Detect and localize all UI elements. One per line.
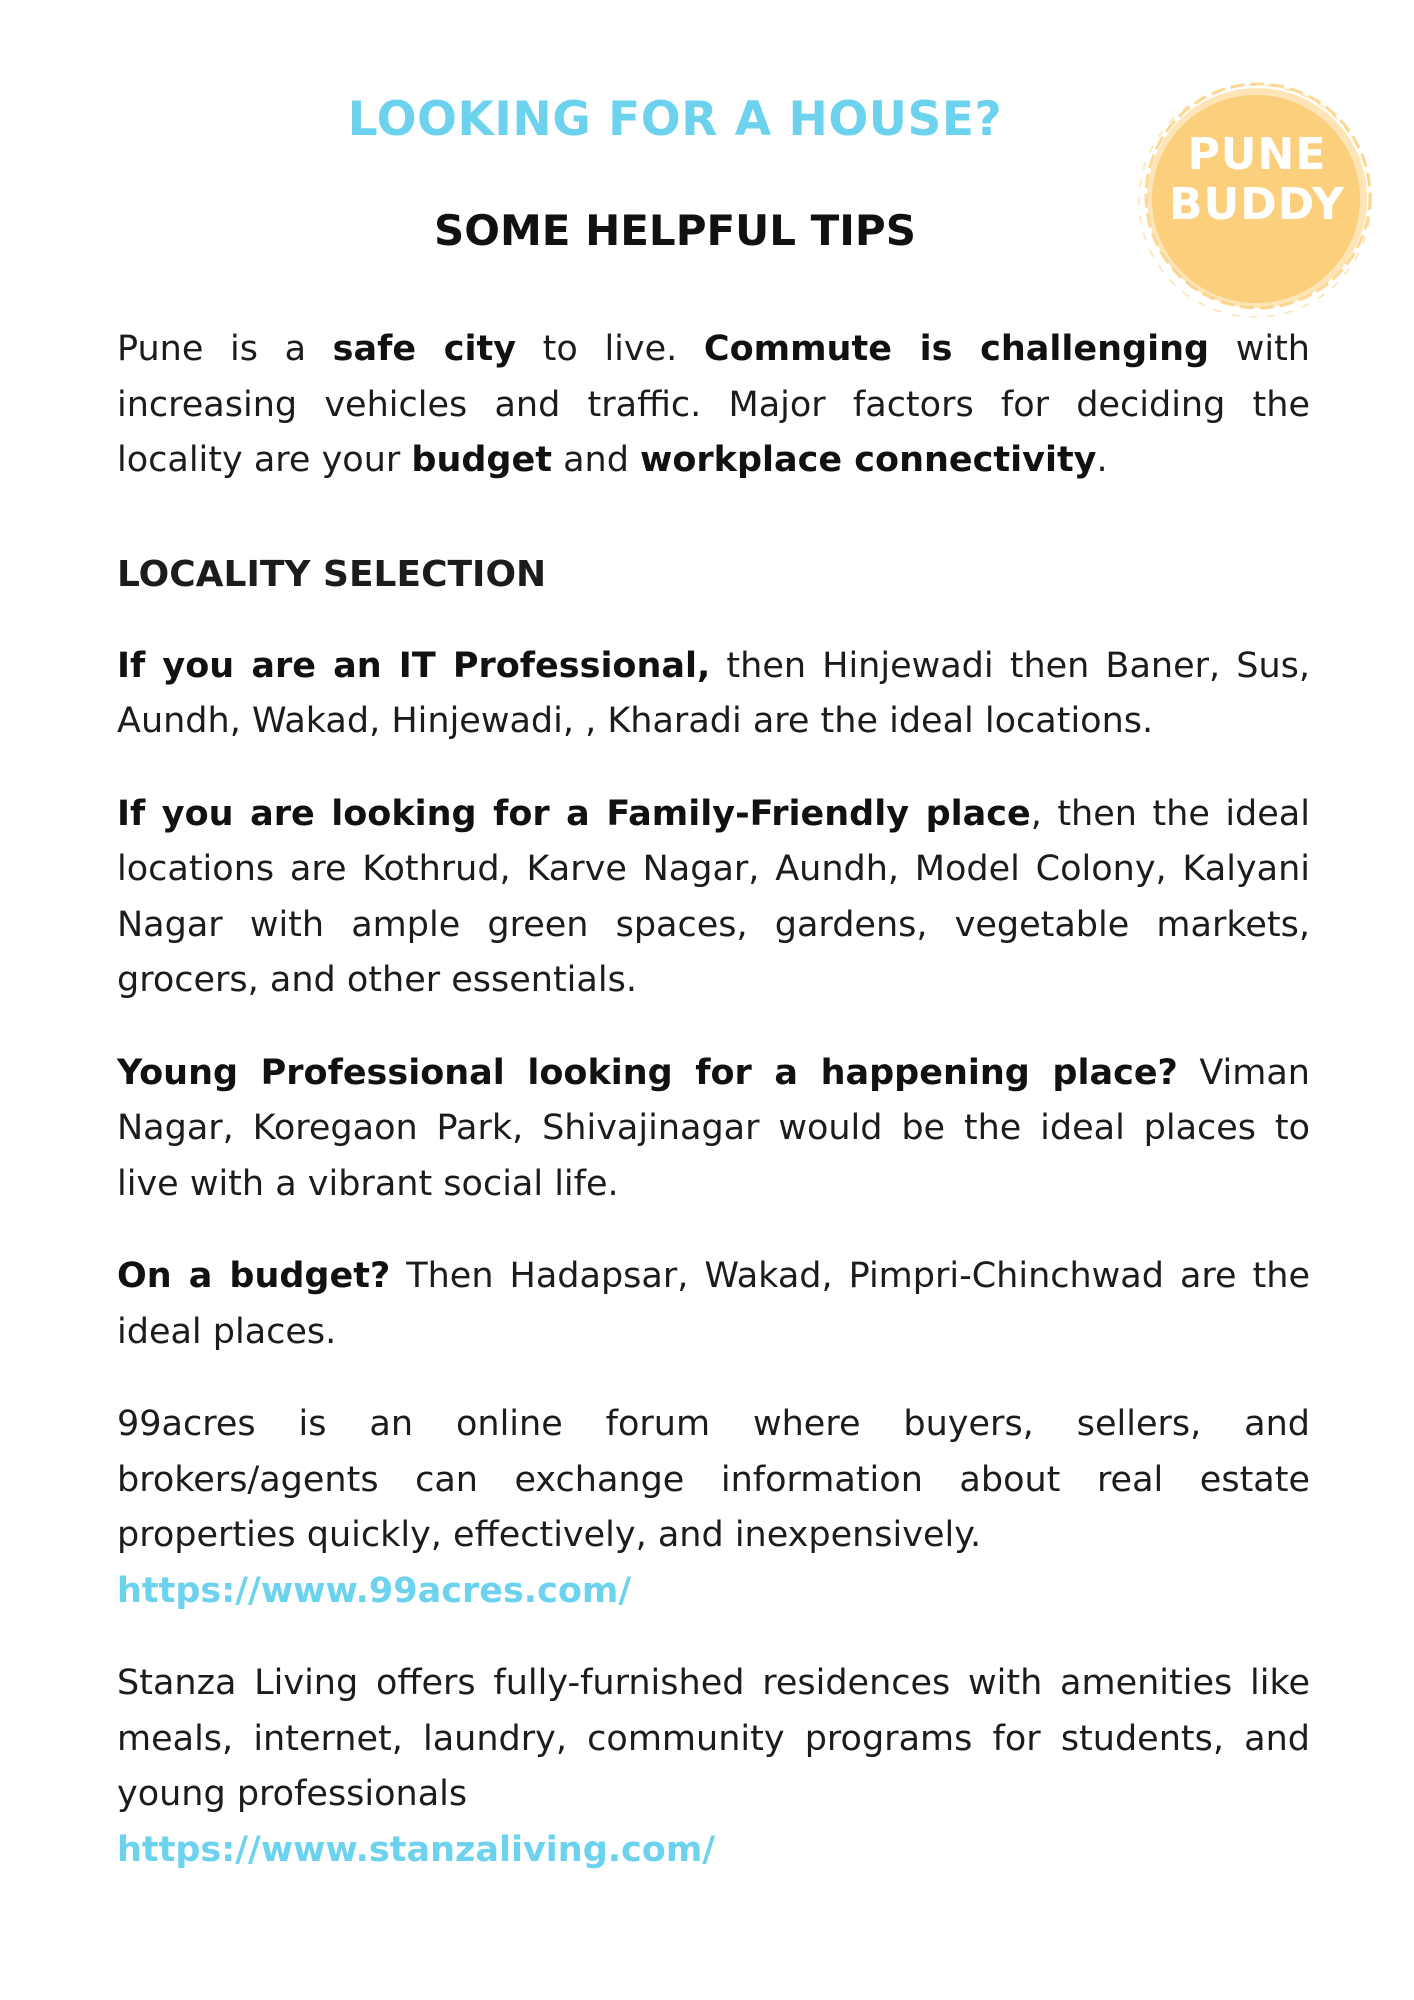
logo-line-buddy: BUDDY bbox=[1169, 179, 1345, 230]
tip-budget bbox=[117, 1249, 1310, 1360]
section-heading-locality: LOCALITY SELECTION bbox=[117, 553, 547, 595]
tip-it-text: then Hinjewadi then Baner, Sus, Aundh, Wakad, Hinjewadi, , Kharadi are the ideal locations. bbox=[117, 645, 1310, 741]
resource-99acres-text: 99acres is an online forum where buyers, sellers, and brokers/agents can exchange information about real estate properties quickly, effectively, and inexpensively. bbox=[117, 1404, 1310, 1555]
resource-99acres bbox=[117, 1397, 1310, 1619]
tip-young-text: Viman Nagar, Koregaon Park, Shivajinagar would be the ideal places to live with a vibrant social life. bbox=[117, 1052, 1310, 1204]
tip-young-bold: Young Professional looking for a happening place? bbox=[117, 1052, 1178, 1093]
intro-text-4: and bbox=[551, 440, 641, 480]
page-subtitle: SOME HELPFUL TIPS bbox=[434, 206, 916, 255]
resource-stanza-text: Stanza Living offers fully-furnished residences with amenities like meals, internet, laundry, community programs for students, and young professionals bbox=[117, 1663, 1310, 1814]
tip-budget-bold: On a budget? bbox=[117, 1256, 391, 1296]
page-title: LOOKING FOR A HOUSE? bbox=[347, 92, 1003, 147]
tip-family-friendly bbox=[117, 787, 1310, 1009]
intro-paragraph bbox=[117, 322, 1310, 489]
tip-it-professional bbox=[117, 639, 1310, 750]
intro-text-3: with increasing vehicles and traffic. Major factors for deciding the locality are your bbox=[117, 329, 1310, 480]
link-stanzaliving[interactable]: https://www.stanzaliving.com/ bbox=[117, 1829, 716, 1870]
intro-bold-workplace: workplace connectivity bbox=[640, 440, 1097, 480]
intro-bold-safe-city: safe city bbox=[332, 329, 517, 369]
link-99acres[interactable]: https://www.99acres.com/ bbox=[117, 1570, 632, 1611]
logo-line-pune: PUNE bbox=[1187, 129, 1327, 180]
tip-budget-text: Then Hadapsar, Wakad, Pimpri-Chinchwad are the ideal places. bbox=[117, 1256, 1310, 1352]
intro-text-1: Pune is a bbox=[117, 329, 333, 369]
intro-bold-commute: Commute is challenging bbox=[703, 329, 1210, 369]
tip-young-professional bbox=[117, 1046, 1310, 1213]
tip-family-bold: If you are looking for a Family-Friendly place bbox=[117, 793, 1031, 834]
resource-stanza bbox=[117, 1656, 1310, 1878]
intro-text-2: to live. bbox=[516, 329, 704, 369]
tip-family-text: , then the ideal locations are Kothrud, Karve Nagar, Aundh, Model Colony, Kalyani Nagar with ample green spaces, gardens, vegetable markets, grocers, and other essentials. bbox=[117, 793, 1310, 1000]
intro-text-5: . bbox=[1096, 440, 1108, 480]
intro-bold-budget: budget bbox=[411, 440, 552, 480]
tip-it-bold: If you are an IT Professional, bbox=[117, 645, 711, 686]
tips-content bbox=[117, 322, 1310, 1915]
pune-buddy-logo bbox=[1135, 78, 1375, 318]
